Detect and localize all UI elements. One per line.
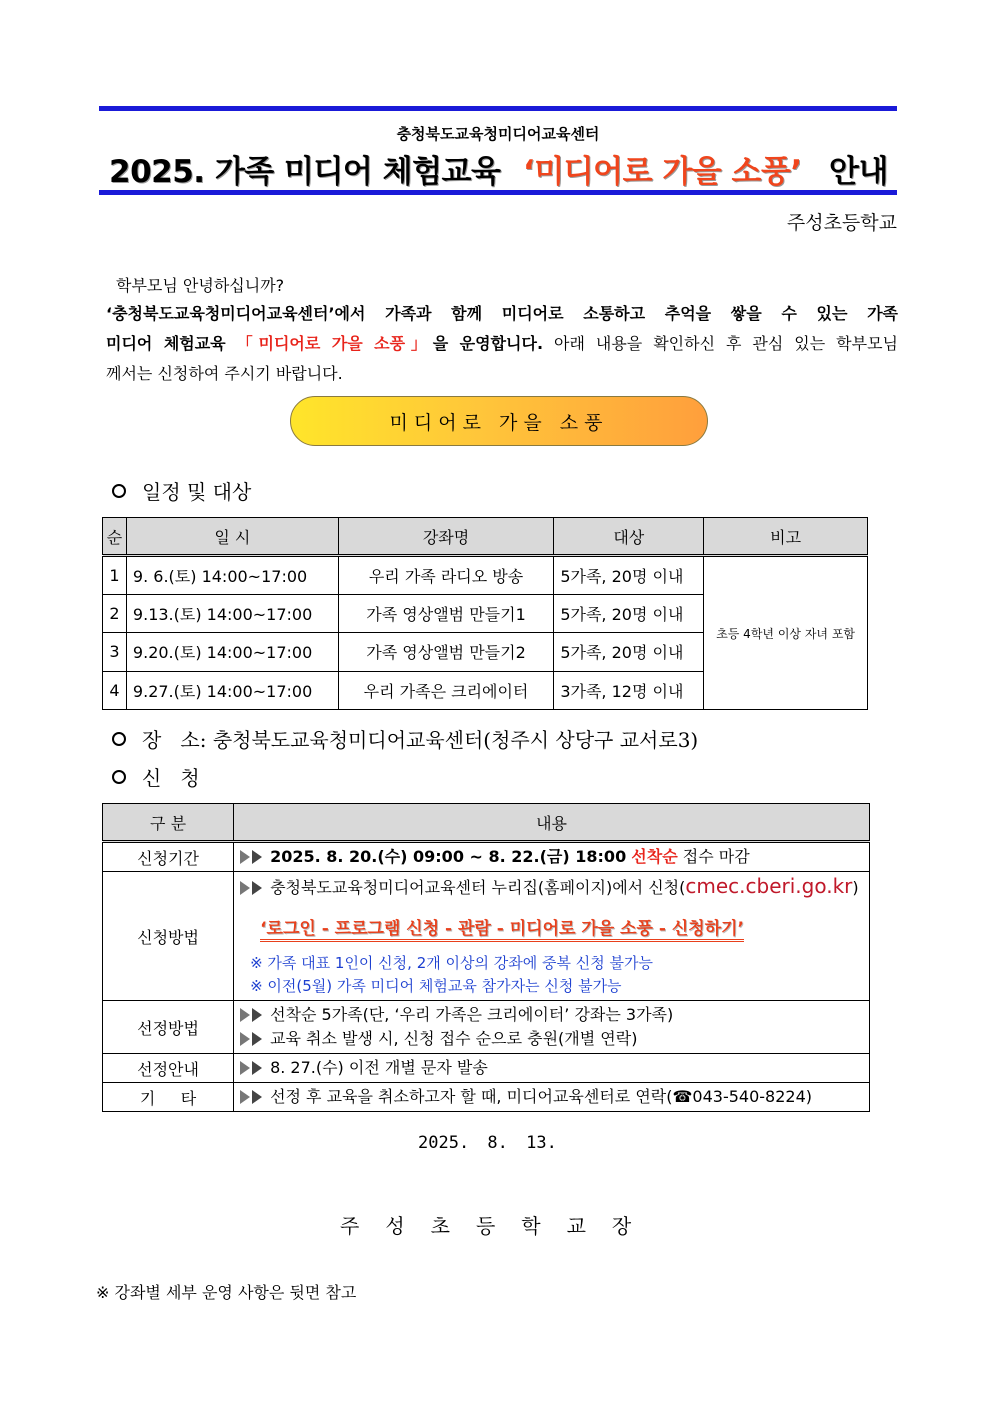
org-name: 충청북도교육청미디어교육센터 [396, 125, 600, 143]
apply-heading [112, 762, 200, 791]
row-target: 5가족, 20명 이내 [554, 594, 704, 633]
row-no: 3 [103, 633, 127, 672]
program-banner: 미디어로 가을 소풍 [290, 396, 708, 446]
row-date: 9.20.(토) 14:00~17:00 [126, 633, 338, 672]
row-date: 9.27.(토) 14:00~17:00 [126, 671, 338, 710]
arrow-bullet-icon [252, 1061, 262, 1075]
schedule-table [102, 517, 868, 710]
title-suffix: 안내 [829, 154, 888, 190]
apply-heading-text: 신 청 [142, 766, 200, 790]
row-target: 5가족, 20명 이내 [554, 633, 704, 672]
row-date: 9. 6.(토) 14:00~17:00 [126, 556, 338, 595]
table-row [103, 872, 870, 1001]
intro-line-1-text: ‘충청북도교육청미디어교육센터’에서 가족과 함께 미디어로 소통하고 추억을 쌓을 수 있는 가족 [106, 304, 898, 323]
arrow-bullet-icon [240, 1061, 250, 1075]
etc-text: 선정 후 교육을 취소하고자 할 때, 미디어교육센터로 연락(☎043-540-8224) [270, 1087, 812, 1106]
program-name-highlight: 「미디어로 가을 소풍」 [236, 334, 433, 353]
method-note-2: ※ 이전(5월) 가족 미디어 체험교육 참가자는 신청 불가능 [250, 977, 622, 995]
arrow-bullet-icon [240, 1032, 250, 1046]
row-no: 2 [103, 594, 127, 633]
arrow-bullet-icon [252, 1032, 262, 1046]
arrow-bullet-icon [252, 1008, 262, 1022]
period-content [234, 842, 870, 872]
row-date: 9.13.(토) 14:00~17:00 [126, 594, 338, 633]
select-line-1: 선착순 5가족(단, ‘우리 가족은 크리에이터’ 강좌는 3가족) [270, 1005, 674, 1024]
apply-table [102, 803, 870, 1112]
table-row [103, 556, 868, 595]
footer-note: ※ 강좌별 세부 운영 사항은 뒷면 참고 [96, 1283, 357, 1302]
intro-line-2a: 미디어 체험교육 [106, 334, 226, 353]
intro-line-2d: 아래 내용을 확인하신 후 관심 있는 학부모님 [554, 334, 898, 353]
table-header-row [103, 804, 870, 842]
notice-text: 8. 27.(수) 이전 개별 문자 발송 [270, 1058, 488, 1077]
header-bottom-rule [99, 190, 897, 195]
arrow-bullet-icon [252, 850, 262, 864]
circle-bullet-icon [112, 732, 126, 746]
schedule-note: 초등 4학년 이상 자녀 포함 [704, 556, 868, 710]
row-course: 가족 영상앨범 만들기2 [338, 633, 554, 672]
intro-line-2 [106, 329, 898, 359]
row-target: 5가족, 20명 이내 [554, 556, 704, 595]
row-no: 4 [103, 671, 127, 710]
row-course: 우리 가족 라디오 방송 [338, 556, 554, 595]
period-first-come: 선착순 [631, 847, 678, 866]
period-label: 신청기간 [103, 842, 234, 872]
table-header-row [103, 518, 868, 556]
col-header-no: 순 [103, 518, 127, 556]
col-header-note: 비고 [704, 518, 868, 556]
period-end: 접수 마감 [682, 847, 750, 866]
apply-path: ‘로그인 - 프로그램 신청 - 관람 - 미디어로 가을 소풍 - 신청하기’ [260, 914, 744, 942]
place-line [112, 724, 698, 753]
table-row [103, 842, 870, 872]
etc-content [234, 1083, 870, 1112]
arrow-bullet-icon [252, 881, 262, 895]
col-header-date: 일 시 [126, 518, 338, 556]
row-no: 1 [103, 556, 127, 595]
period-text: 2025. 8. 20.(수) 09:00 ~ 8. 22.(금) 18:00 [270, 847, 627, 866]
header-top-rule [99, 106, 897, 111]
col-header-course: 강좌명 [338, 518, 554, 556]
schedule-heading-text: 일정 및 대상 [142, 480, 252, 504]
notice-label: 선정안내 [103, 1054, 234, 1083]
select-label: 선정방법 [103, 1001, 234, 1054]
etc-label: 기 타 [103, 1083, 234, 1112]
schedule-heading [112, 476, 251, 505]
circle-bullet-icon [112, 484, 126, 498]
intro-line-2c: 을 운영합니다. [432, 334, 544, 353]
col-header-category: 구 분 [103, 804, 234, 842]
table-row [103, 1083, 870, 1112]
row-course: 가족 영상앨범 만들기1 [338, 594, 554, 633]
col-header-content: 내용 [234, 804, 870, 842]
arrow-bullet-icon [240, 881, 250, 895]
principal-signature: 주성초등학교장 [340, 1214, 658, 1238]
place-value: 충청북도교육청미디어교육센터(청주시 상당구 교서로3) [212, 728, 699, 752]
method-text: 충청북도교육청미디어교육센터 누리집(홈페이지)에서 신청( [270, 878, 686, 897]
col-header-target: 대상 [554, 518, 704, 556]
intro-line-3: 께서는 신청하여 주시기 바랍니다. [106, 364, 343, 383]
table-row [103, 1001, 870, 1054]
greeting: 학부모님 안녕하십니까? [116, 276, 285, 295]
issue-date: 2025. 8. 13. [418, 1133, 557, 1153]
method-label: 신청방법 [103, 872, 234, 1001]
method-note-1: ※ 가족 대표 1인이 신청, 2개 이상의 강좌에 중복 신청 불가능 [250, 954, 653, 972]
title-main: 2025. 가족 미디어 체험교육 [109, 154, 501, 190]
place-label: 장 소: [142, 728, 207, 752]
arrow-bullet-icon [240, 850, 250, 864]
homepage-link[interactable]: cmec.cberi.go.kr [685, 874, 853, 898]
title-highlight: ‘미디어로 가을 소풍’ [523, 154, 802, 190]
school-name: 주성초등학교 [786, 212, 897, 234]
arrow-bullet-icon [252, 1090, 262, 1104]
arrow-bullet-icon [240, 1008, 250, 1022]
row-course: 우리 가족은 크리에이터 [338, 671, 554, 710]
circle-bullet-icon [112, 770, 126, 784]
table-row [103, 1054, 870, 1083]
method-content [234, 872, 870, 1001]
arrow-bullet-icon [240, 1090, 250, 1104]
select-line-2: 교육 취소 발생 시, 신청 접수 순으로 충원(개별 연락) [270, 1029, 638, 1048]
row-target: 3가족, 12명 이내 [554, 671, 704, 710]
method-close: ) [852, 878, 859, 897]
select-content [234, 1001, 870, 1054]
intro-line-1 [106, 299, 898, 329]
notice-content [234, 1054, 870, 1083]
